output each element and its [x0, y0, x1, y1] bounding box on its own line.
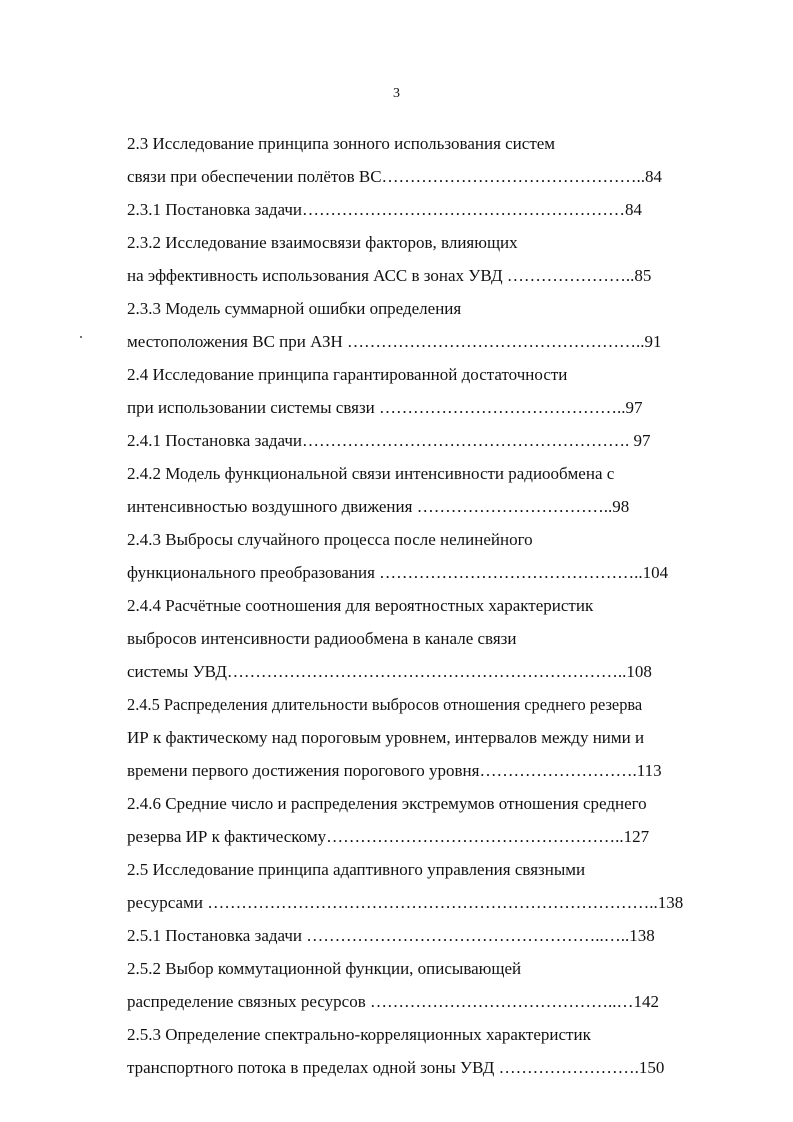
toc-line: функционального преобразования ………………………………………..104 — [127, 563, 669, 582]
toc-line: 2.5.3 Определение спектрально-корреляционных характеристик — [127, 1025, 591, 1044]
toc-line: 2.4.5 Распределения длительности выбросов отношения среднего резерва — [127, 695, 643, 714]
toc-line: интенсивностью воздушного движения ……………………………..98 — [127, 497, 630, 516]
toc-line: ИР к фактическому над пороговым уровнем, интервалов между ними и — [127, 728, 645, 747]
toc-line: выбросов интенсивности радиообмена в канале связи — [127, 629, 517, 648]
toc-line: системы УВД……………………………………………………………..108 — [127, 662, 652, 681]
toc-line: 2.3 Исследование принципа зонного использования систем — [127, 134, 556, 153]
toc-line: 2.5 Исследование принципа адаптивного управления связными — [127, 860, 586, 879]
toc-line: на эффективность использования АСС в зонах УВД …………………..85 — [127, 266, 652, 285]
toc-line: 2.5.2 Выбор коммутационной функции, описывающей — [127, 959, 522, 978]
toc-line: ресурсами ……………………………………………………………………..138 — [127, 893, 684, 912]
toc-line: 2.3.3 Модель суммарной ошибки определения — [127, 299, 462, 318]
toc-line: 2.4.2 Модель функциональной связи интенсивности радиообмена с — [127, 464, 615, 483]
toc-line: резерва ИР к фактическому……………………………………………..127 — [127, 827, 650, 846]
toc-line: транспортного потока в пределах одной зоны УВД …………………….150 — [127, 1058, 665, 1077]
toc-line: 2.4.3 Выбросы случайного процесса после нелинейного — [127, 530, 533, 549]
toc-line: 2.3.1 Постановка задачи…………………………………………………84 — [127, 200, 643, 219]
toc-line: 2.4.1 Постановка задачи…………………………………………………. 97 — [127, 431, 651, 450]
toc-line: 2.3.2 Исследование взаимосвязи факторов, влияющих — [127, 233, 518, 252]
toc-line: 2.4 Исследование принципа гарантированной достаточности — [127, 365, 568, 384]
toc-line: 2.5.1 Постановка задачи ……………………………………………..…..138 — [127, 926, 655, 945]
toc-line: распределение связных ресурсов ……………………………………..…142 — [127, 992, 659, 1011]
toc-line: 2.4.4 Расчётные соотношения для вероятностных характеристик — [127, 596, 594, 615]
toc-line: при использовании системы связи ……………………………………..97 — [127, 398, 643, 417]
toc-line: времени первого достижения порогового уровня……………………….113 — [127, 761, 662, 780]
toc-line: связи при обеспечении полётов ВС………………………………………..84 — [127, 167, 663, 186]
page-number: 3 — [393, 86, 400, 101]
scan-speck — [80, 336, 82, 338]
toc-line: 2.4.6 Средние число и распределения экстремумов отношения среднего — [127, 794, 647, 813]
toc-line: местоположения ВС при АЗН ……………………………………………..91 — [127, 332, 662, 351]
